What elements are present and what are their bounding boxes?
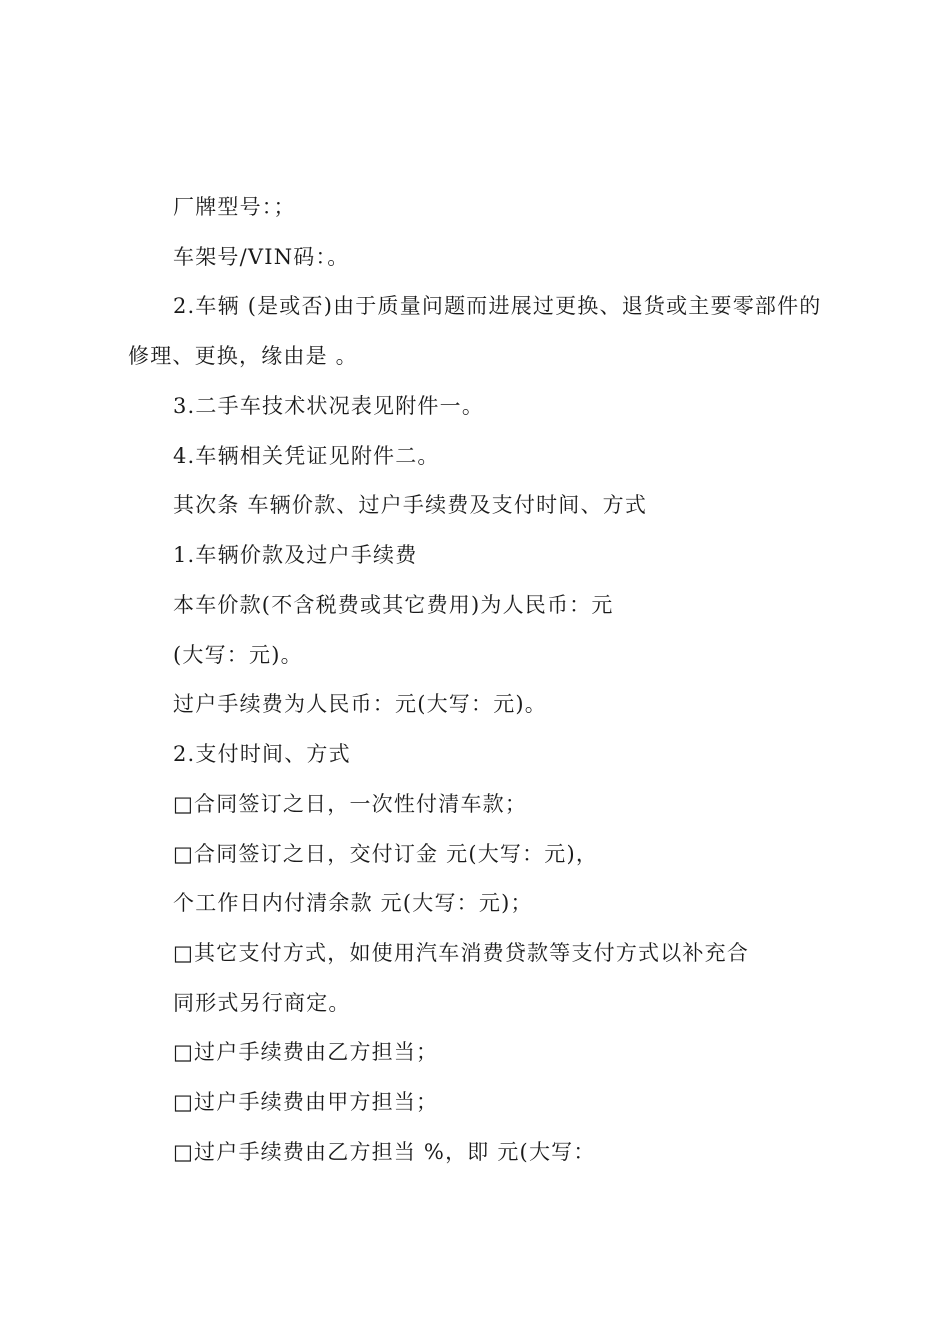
transfer-fee-line: 过户手续费为人民币：元(大写：元)。 [173,692,547,716]
clause-2-continuation: 修理、更换，缘由是 。 [128,344,358,368]
payment-option-3-continuation: 同形式另行商定。 [173,991,351,1015]
clause-3-line: 3.二手车技术状况表见附件一。 [173,394,485,418]
fee-option-3: □过户手续费由乙方担当 %，即 元(大写： [173,1140,596,1164]
price-uppercase-line: (大写：元)。 [173,643,303,667]
clause-4-line: 4.车辆相关凭证见附件二。 [173,444,440,468]
brand-model-line: 厂牌型号：； [173,195,296,219]
payment-subheading: 2.支付时间、方式 [173,742,351,766]
vin-line: 车架号/VIN码：。 [173,245,350,269]
price-line: 本车价款(不含税费或其它费用)为人民币：元 [173,593,614,617]
price-subheading: 1.车辆价款及过户手续费 [173,543,418,567]
payment-option-1: □合同签订之日，一次性付清车款； [173,792,528,816]
payment-option-3: □其它支付方式，如使用汽车消费贷款等支付方式以补充合 [173,941,750,965]
fee-option-2: □过户手续费由甲方担当； [173,1090,439,1114]
fee-option-1: □过户手续费由乙方担当； [173,1040,439,1064]
payment-option-2: □合同签订之日，交付订金 元(大写：元)， [173,842,599,866]
clause-2-line: 2.车辆 (是或否)由于质量问题而进展过更换、退货或主要零部件的 [173,294,822,318]
payment-option-2-continuation: 个工作日内付清余款 元(大写：元)； [173,891,533,915]
section-heading: 其次条 车辆价款、过户手续费及支付时间、方式 [173,493,648,517]
